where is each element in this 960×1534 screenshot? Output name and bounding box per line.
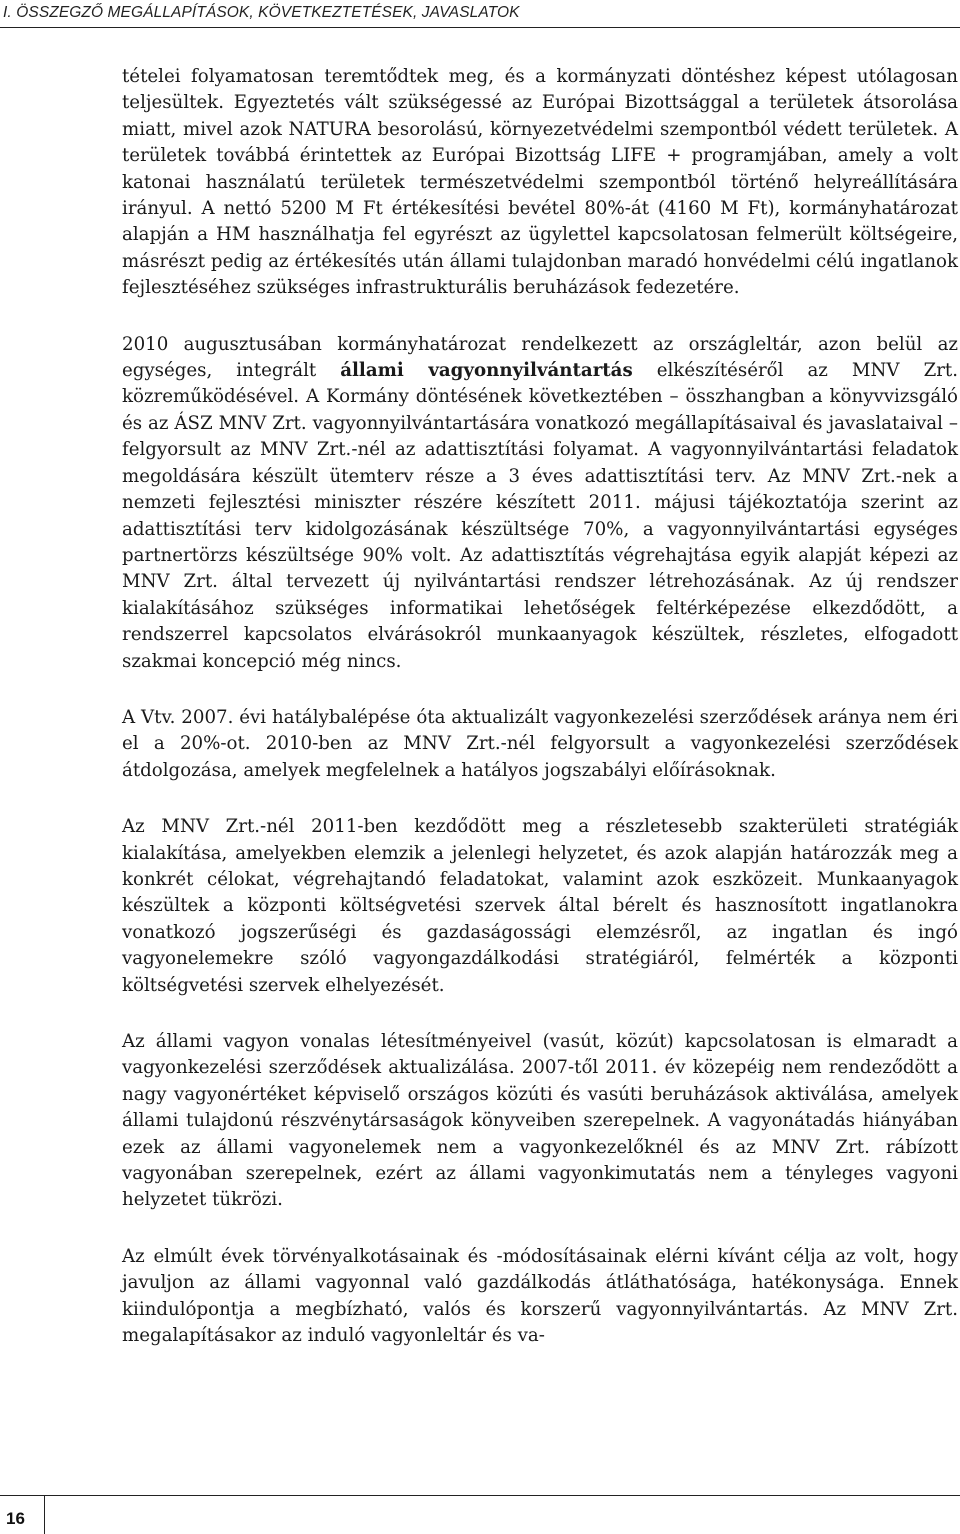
chapter-title: I. ÖSSZEGZŐ MEGÁLLAPÍTÁSOK, KÖVETKEZTETÉSEK, JAVASLATOK [3, 4, 520, 21]
paragraph-6: Az elmúlt évek törvényalkotásainak és -módosításainak elérni kívánt célja az volt, hogy javuljon az állami vagyonnal való gazdálkodás átláthatósága, hatékonysága. Ennek kiindulópontja a megbízható, valós és korszerű vagyonnyilvántartás. Az MNV Zrt. megalapításakor az induló vagyonleltár és va- [122, 1245, 958, 1347]
paragraph-4: Az MNV Zrt.-nél 2011-ben kezdődött meg a részletesebb szakterületi stratégiák kialakítása, amelyekben elemzik a jelenlegi helyzetet, és azok alapján határozzák meg a konkrét célokat, végrehajtandó feladatokat, valamint azok eszközeit. Munkaanyagok készültek a központi költségvetési szervek által bérelt és hasznosított ingatlanokra vonatkozó jogszerűségi és gazdaságossági elemzésről, az ingatlan és ingó vagyonelemekre szóló vagyongazdálkodási stratégiáról, felmérték a központi költségvetési szervek elhelyezését. [122, 816, 958, 996]
paragraph-1: tételei folyamatosan teremtődtek meg, és a kormányzati döntéshez képest utólagosan teljesültek. Egyeztetés vált szükségessé az Európai Bizottsággal a területek átsorolása miatt, mivel azok NATURA besorolású, környezetvédelmi szempontból védett területek. A területek továbbá érintettek az Európai Bizottság LIFE + programjában, amely a volt katonai használatú területek természetvédelmi szempontból történő helyreállítására irányul. A nettó 5200 M Ft értékesítési bevétel 80%-át (4160 M Ft), kormányhatározat alapján a HM használhatja fel egyrészt az ügylettel kapcsolatosan felmerült költségeire, másrészt pedig az értékesítés után állami tulajdonban maradó honvédelmi célú ingatlanok fejlesztéséhez szükséges infrastrukturális beruházások fedezetére. [122, 66, 958, 299]
page-number: 16 [6, 1509, 25, 1528]
page-number-box-divider [44, 1495, 45, 1534]
paragraph-2 [122, 332, 958, 675]
paragraph-5: Az állami vagyon vonalas létesítményeivel (vasút, közút) kapcsolatosan is elmaradt a vagyonkezelési szerződések aktualizálása. 2007-től 2011. év közepéig nem rendeződött a nagy vagyonértéket képviselő országos közúti és vasúti beruházások aktiválása, amelyek állami tulajdonú részvénytársaságok könyveiben szerepelnek. A vagyonátadás hiányában ezek az állami vagyonelemek nem a vagyonkezelőknél és az MNV Zrt. rábízott vagyonában szerepelnek, ezért az állami vagyonkimutatás nem a tényleges vagyoni helyzetet tükrözi. [122, 1031, 958, 1211]
page-footer [0, 1493, 960, 1534]
footer-divider [0, 1495, 960, 1496]
paragraph-3: A Vtv. 2007. évi hatálybalépése óta aktualizált vagyonkezelési szerződések aránya nem éri el a 20%-ot. 2010-ben az MNV Zrt.-nél felgyorsult a vagyonkezelési szerződések átdolgozása, amelyek megfelelnek a hatályos jogszabályi előírásoknak. [122, 706, 958, 781]
header-divider [0, 27, 960, 28]
page-header [0, 0, 960, 38]
paragraph-2-rest: elkészítéséről az MNV Zrt. közreműködésével. A Kormány döntésének következtében – összhangban a könyvvizsgáló és az ÁSZ MNV Zrt. vagyonnyilvántartására vonatkozó megállapításaival és javaslataival – felgyorsult az MNV Zrt.-nél az adattisztítási folyamat. A vagyonnyilvántartási feladatok megoldására készült ütemterv része a 3 éves adattisztítási terv. Az MNV Zrt.-nek a nemzeti fejlesztési miniszter részére készített 2011. májusi tájékoztatója szerint az adattisztítási terv kidolgozásának készültsége 70%, a vagyonnyilvántartási egységes partnertörzs készültsége 90% volt. Az adattisztítás végrehajtása egyik alapját képezi az MNV Zrt. által tervezett új nyilvántartási rendszer létrehozásának. Az új rendszer kialakításához szükséges informatikai lehetőségek feltérképezése elkezdődött, a rendszerrel kapcsolatos elvárásokról munkaanyagok készültek, részletes, elfogadott szakmai koncepció még nincs. [122, 360, 958, 672]
body-text [122, 64, 958, 1379]
emphasis-state-asset-registry: állami vagyonnyilvántartás [340, 360, 633, 382]
paragraph-2-start: 2010 augusztusában kormányhatározat rendelkezett az országleltár, azon belül az egységes, integrált [122, 333, 958, 382]
